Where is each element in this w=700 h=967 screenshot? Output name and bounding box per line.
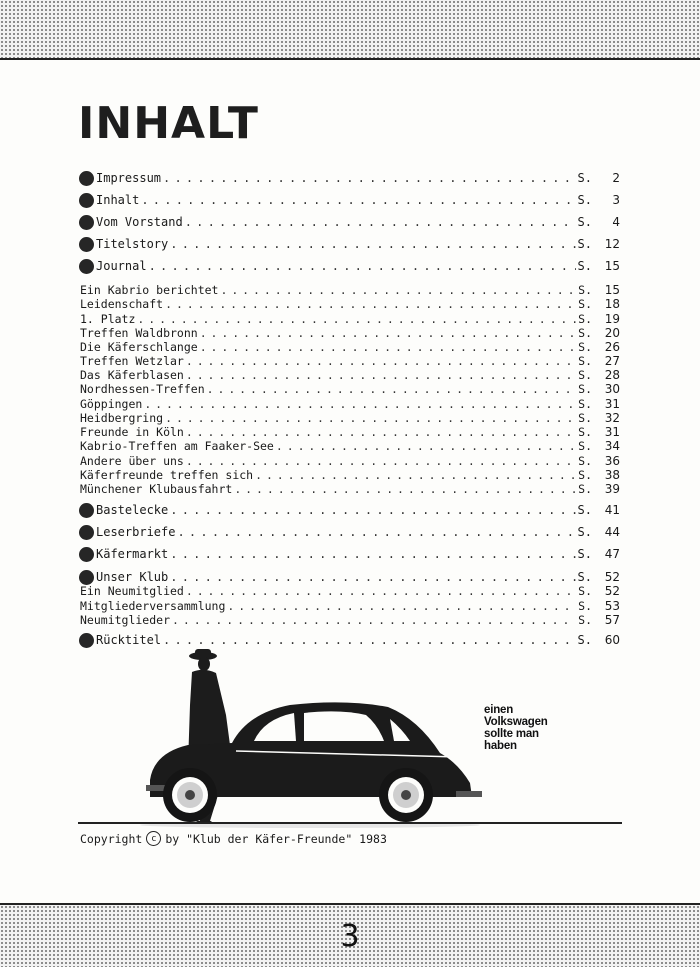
toc-entry-page: 41	[604, 503, 620, 517]
toc-entry-label: Neumitglieder	[80, 613, 171, 627]
page-prefix: S.	[578, 368, 592, 382]
page-prefix: S.	[577, 503, 592, 517]
page-prefix: S.	[578, 312, 592, 326]
page-prefix: S.	[577, 570, 592, 584]
bullet-icon	[79, 171, 94, 186]
page-prefix: S.	[577, 525, 592, 539]
toc-entry-label: Käferfreunde treffen sich	[80, 468, 254, 482]
dot-leader	[276, 438, 576, 454]
page-prefix: S.	[578, 397, 592, 411]
bullet-icon	[79, 193, 94, 208]
page-prefix: S.	[578, 340, 592, 354]
page-prefix: S.	[577, 633, 592, 647]
dot-leader	[170, 502, 575, 518]
toc-entry-page: 44	[604, 525, 620, 539]
toc-entry	[80, 481, 620, 497]
toc-entry-page: 27	[604, 354, 620, 368]
dot-leader	[186, 583, 576, 599]
toc-entry-page: 26	[604, 340, 620, 354]
toc-entry	[80, 502, 620, 518]
toc-entry-page: 3	[612, 193, 620, 207]
toc-entry-page: 36	[604, 454, 620, 468]
toc-entry-page: 15	[604, 283, 620, 297]
dotted-footer-band	[0, 903, 700, 967]
page-prefix: S.	[578, 283, 592, 297]
toc-entry-page: 18	[604, 297, 620, 311]
toc-entry-label: Leserbriefe	[96, 525, 176, 539]
toc-entry-page: 57	[604, 613, 620, 627]
toc-entry-label: Treffen Waldbronn	[80, 326, 198, 340]
toc-entry-label: Freunde in Köln	[80, 425, 184, 439]
toc-entry-page: 52	[604, 570, 620, 584]
toc-entry-page: 52	[604, 584, 620, 598]
vw-beetle-illustration	[140, 645, 490, 830]
toc-entry	[80, 583, 620, 599]
toc-entry-page: 38	[604, 468, 620, 482]
page-prefix: S.	[578, 454, 592, 468]
toc-entry	[80, 170, 620, 186]
toc-entry-label: Journal	[96, 259, 147, 273]
toc-entry-label: Mitgliederversammlung	[80, 599, 226, 613]
toc-entry	[80, 438, 620, 454]
copyright-line	[80, 831, 387, 846]
toc-entry-page: 19	[604, 312, 620, 326]
divider-rule	[78, 822, 622, 824]
toc-entry-label: Kabrio-Treffen am Faaker-See	[80, 439, 274, 453]
dot-leader	[207, 381, 577, 397]
dotted-header-band	[0, 0, 700, 60]
toc-entry-page: 20	[604, 326, 620, 340]
toc-entry-page: 34	[604, 439, 620, 453]
toc-entry	[80, 296, 620, 312]
bullet-icon	[79, 215, 94, 230]
page-prefix: S.	[578, 584, 592, 598]
dot-leader	[172, 612, 576, 628]
page-prefix: S.	[578, 439, 592, 453]
bullet-icon	[79, 237, 94, 252]
page-prefix: S.	[578, 326, 592, 340]
dot-leader	[170, 546, 575, 562]
toc-entry-page: 39	[604, 482, 620, 496]
page-number: 3	[340, 918, 360, 954]
dot-leader	[177, 524, 575, 540]
dot-leader	[234, 481, 576, 497]
copyright-prefix: Copyright	[80, 831, 143, 846]
toc-entry-page: 12	[604, 237, 620, 251]
page-prefix: S.	[578, 425, 592, 439]
toc-entry	[80, 236, 620, 252]
slogan-line: Volkswagen	[484, 716, 548, 728]
toc-entry-page: 28	[604, 368, 620, 382]
toc-entry-label: Nordhessen-Treffen	[80, 382, 205, 396]
toc-entry-label: Leidenschaft	[80, 297, 164, 311]
toc-entry	[80, 524, 620, 540]
toc-entry-label: Treffen Wetzlar	[80, 354, 184, 368]
dot-leader	[165, 296, 576, 312]
page-prefix: S.	[578, 482, 592, 496]
toc-entry-page: 32	[604, 411, 620, 425]
page-title: INHALT	[78, 98, 259, 149]
toc-entry-label: Unser Klub	[96, 570, 169, 584]
page-prefix: S.	[577, 193, 592, 207]
toc-entry-label: Ein Neumitglied	[80, 584, 184, 598]
toc-entry-label: Münchener Klubausfahrt	[80, 482, 233, 496]
dot-leader	[163, 170, 576, 186]
bullet-icon	[79, 503, 94, 518]
page-prefix: S.	[577, 547, 592, 561]
toc-entry-label: Rücktitel	[96, 633, 162, 647]
toc-entry-label: Inhalt	[96, 193, 140, 207]
toc-entry-page: 15	[604, 259, 620, 273]
toc-entry-page: 2	[612, 171, 620, 185]
toc-entry-label: Göppingen	[80, 397, 143, 411]
page-prefix: S.	[578, 411, 592, 425]
page-prefix: S.	[577, 237, 592, 251]
toc-entry	[80, 381, 620, 397]
page-prefix: S.	[578, 297, 592, 311]
slogan-line: haben	[484, 740, 517, 752]
dot-leader	[149, 258, 576, 274]
toc-entry	[80, 214, 620, 230]
toc-entry-label: Das Käferblasen	[80, 368, 184, 382]
toc-entry-page: 47	[604, 547, 620, 561]
page-prefix: S.	[577, 215, 592, 229]
dot-leader	[185, 214, 576, 230]
toc-entry-label: Die Käferschlange	[80, 340, 198, 354]
toc-entry	[80, 258, 620, 274]
toc-entry-label: Ein Kabrio berichtet	[80, 283, 219, 297]
page-prefix: S.	[577, 259, 592, 273]
page-prefix: S.	[578, 613, 592, 627]
toc-entry-page: 53	[604, 599, 620, 613]
page-prefix: S.	[578, 468, 592, 482]
toc-entry-page: 31	[604, 397, 620, 411]
toc-entry-label: Titelstory	[96, 237, 169, 251]
slogan-line: sollte man	[484, 728, 539, 740]
toc-entry-label: Andere über uns	[80, 454, 184, 468]
page-prefix: S.	[578, 382, 592, 396]
toc-entry	[80, 192, 620, 208]
toc-entry-page: 4	[612, 215, 620, 229]
toc-entry-label: Vom Vorstand	[96, 215, 183, 229]
slogan	[484, 704, 548, 752]
bullet-icon	[79, 259, 94, 274]
toc-entry-label: Bastelecke	[96, 503, 169, 517]
bullet-icon	[79, 547, 94, 562]
copyright-text: by "Klub der Käfer-Freunde" 1983	[165, 831, 387, 846]
toc-entry-label: Impressum	[96, 171, 162, 185]
page-prefix: S.	[577, 171, 592, 185]
toc-entry-page: 60	[604, 633, 620, 647]
dot-leader	[141, 192, 575, 208]
page-prefix: S.	[578, 599, 592, 613]
page-prefix: S.	[578, 354, 592, 368]
toc-entry-page: 30	[604, 382, 620, 396]
toc-entry-page: 31	[604, 425, 620, 439]
toc-entry-label: 1. Platz	[80, 312, 136, 326]
toc-entry-label: Käfermarkt	[96, 547, 169, 561]
dot-leader	[170, 236, 575, 252]
copyright-icon: c	[146, 831, 161, 846]
bullet-icon	[79, 633, 94, 648]
slogan-line: einen	[484, 704, 514, 716]
bullet-icon	[79, 525, 94, 540]
toc-entry-label: Heidbergring	[80, 411, 164, 425]
toc-entry	[80, 546, 620, 562]
toc-entry	[80, 612, 620, 628]
